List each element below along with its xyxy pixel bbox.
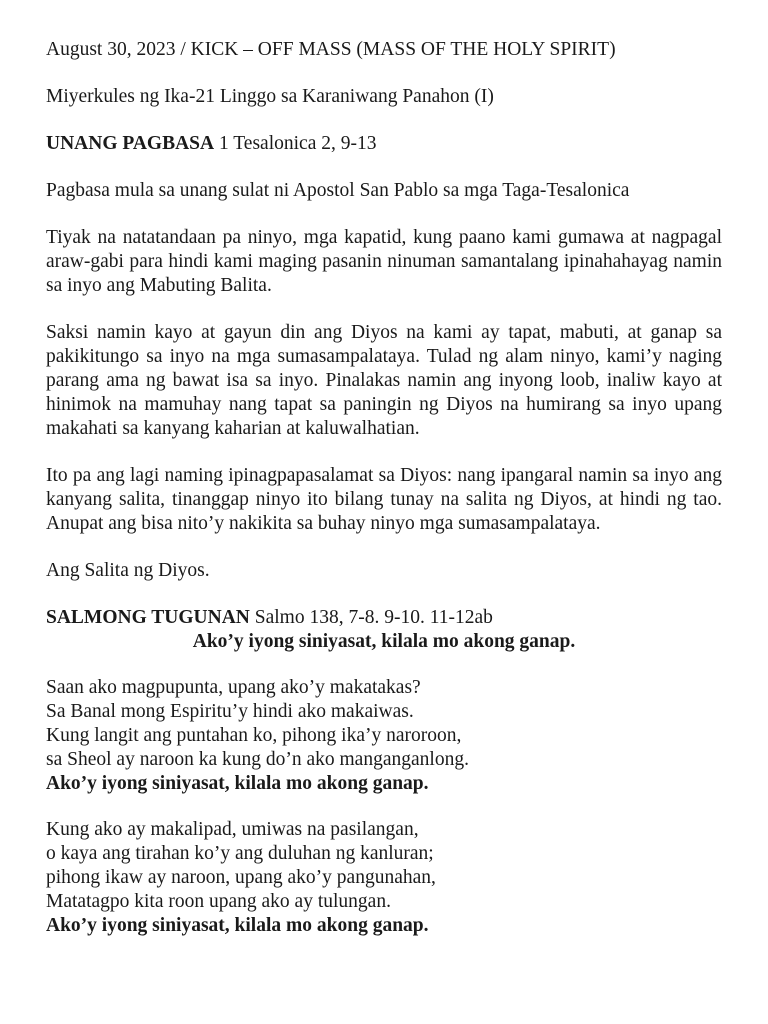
first-reading-heading-line (46, 132, 722, 156)
first-reading-paragraph-3: Ito pa ang lagi naming ipinagpapasalamat sa Diyos: nang ipangaral namin sa inyo ang kanyang salita, tinanggap ninyo ito bilang tunay na salita ng Diyos, at hindi ng tao. Anupat ang bisa nito’y nakikita sa buhay ninyo mga sumasampalataya. (46, 465, 722, 534)
first-reading-heading: UNANG PAGBASA (46, 133, 215, 154)
stanza-response: Ako’y iyong siniyasat, kilala mo akong ganap. (46, 773, 429, 794)
first-reading-paragraph-2: Saksi namin kayo at gayun din ang Diyos na kami ay tapat, mabuti, at ganap sa pakikitungo sa inyo na mga sumasampalataya. Tulad ng alam ninyo, kami’y naging parang ama ng bawat isa sa inyo. Pinalakas namin ang inyong loob, inaliw kayo at hinimok na mamuhay nang tapat sa paningin ng Diyos na humirang sa inyo upang makahati sa kanyang kaharian at kaluwalhatian. (46, 322, 722, 439)
stanza-line: Sa Banal mong Espiritu’y hindi ako makaiwas. (46, 701, 414, 722)
psalm-heading-line (46, 606, 722, 630)
liturgical-day: Miyerkules ng Ika-21 Linggo sa Karaniwang Panahon (I) (46, 86, 494, 107)
stanza-line: sa Sheol ay naroon ka kung do’n ako manganganlong. (46, 749, 469, 770)
psalm-citation: Salmo 138, 7-8. 9-10. 11-12ab (249, 607, 493, 628)
stanza-response: Ako’y iyong siniyasat, kilala mo akong ganap. (46, 915, 429, 936)
stanza-line: Kung ako ay makalipad, umiwas na pasilangan, (46, 819, 419, 840)
first-reading-intro: Pagbasa mula sa unang sulat ni Apostol San Pablo sa mga Taga-Tesalonica (46, 180, 630, 201)
date-title: August 30, 2023 / KICK – OFF MASS (MASS OF THE HOLY SPIRIT) (46, 39, 616, 60)
first-reading-paragraph-1: Tiyak na natatandaan pa ninyo, mga kapatid, kung paano kami gumawa at nagpagal araw-gabi para hindi kami maging pasanin ninuman samantalang ipinahahayag namin sa inyo ang Mabuting Balita. (46, 227, 722, 296)
first-reading-citation: 1 Tesalonica 2, 9-13 (214, 133, 377, 154)
stanza-line: o kaya ang tirahan ko’y ang duluhan ng kanluran; (46, 843, 434, 864)
stanza-line: pihong ikaw ay naroon, upang ako’y pangunahan, (46, 867, 436, 888)
first-reading-closing: Ang Salita ng Diyos. (46, 560, 210, 581)
document-page (46, 38, 722, 938)
stanza-line: Saan ako magpupunta, upang ako’y makatakas? (46, 677, 421, 698)
psalm-response-centered: Ako’y iyong siniyasat, kilala mo akong ganap. (192, 631, 576, 652)
psalm-heading: SALMONG TUGUNAN (46, 607, 250, 628)
stanza-line: Matatagpo kita roon upang ako ay tulungan. (46, 891, 391, 912)
psalm-stanza-1 (46, 676, 722, 796)
psalm-stanza-2 (46, 818, 722, 938)
stanza-line: Kung langit ang puntahan ko, pihong ika’y naroroon, (46, 725, 462, 746)
